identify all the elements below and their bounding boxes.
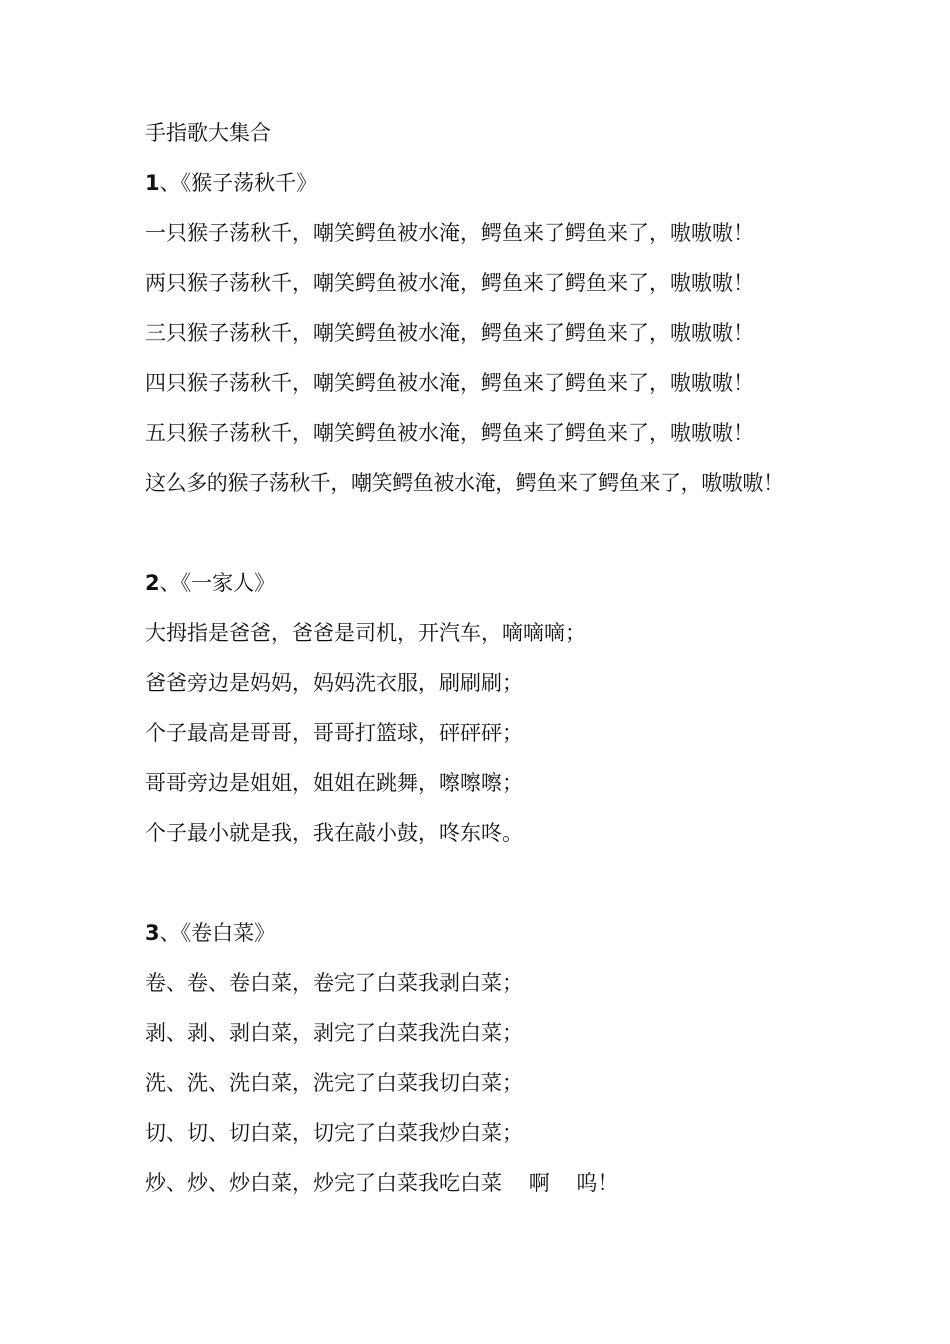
section-title: 、《卷白菜》: [159, 921, 276, 945]
section-number: 1: [145, 171, 160, 195]
section-spacer: [145, 858, 865, 908]
section-heading: [145, 558, 865, 608]
verse-line: 一只猴子荡秋千，嘲笑鳄鱼被水淹，鳄鱼来了鳄鱼来了，嗷嗷嗷！: [145, 221, 754, 245]
verse-line: 五只猴子荡秋千，嘲笑鳄鱼被水淹，鳄鱼来了鳄鱼来了，嗷嗷嗷！: [145, 421, 754, 445]
verse-line: 洗、洗、洗白菜，洗完了白菜我切白菜；: [145, 1071, 523, 1095]
verse-line: 个子最高是哥哥，哥哥打篮球，砰砰砰；: [145, 721, 523, 745]
verse-line: 个子最小就是我，我在敲小鼓，咚东咚。: [145, 821, 523, 845]
section-heading: [145, 908, 865, 958]
section-title: 、《猴子荡秋千》: [159, 171, 318, 195]
verse-line: 三只猴子荡秋千，嘲笑鳄鱼被水淹，鳄鱼来了鳄鱼来了，嗷嗷嗷！: [145, 321, 754, 345]
verse-line: 爸爸旁边是妈妈，妈妈洗衣服，刷刷刷；: [145, 671, 523, 695]
section-number: 2: [145, 571, 160, 595]
verse-line: 切、切、切白菜，切完了白菜我炒白菜；: [145, 1121, 523, 1145]
section-spacer: [145, 508, 865, 558]
verse-line: 卷、卷、卷白菜，卷完了白菜我剥白菜；: [145, 971, 523, 995]
document-title: 手指歌大集合: [145, 121, 271, 145]
verse-line: 哥哥旁边是姐姐，姐姐在跳舞，嚓嚓嚓；: [145, 771, 523, 795]
section-heading: [145, 158, 865, 208]
verse-line: 四只猴子荡秋千，嘲笑鳄鱼被水淹，鳄鱼来了鳄鱼来了，嗷嗷嗷！: [145, 371, 754, 395]
verse-line: 大拇指是爸爸，爸爸是司机，开汽车，嘀嘀嘀；: [145, 621, 586, 645]
document-page: [145, 108, 865, 1208]
verse-line: 两只猴子荡秋千，嘲笑鳄鱼被水淹，鳄鱼来了鳄鱼来了，嗷嗷嗷！: [145, 271, 754, 295]
verse-line: 炒、炒、炒白菜，炒完了白菜我吃白菜 啊 呜！: [145, 1171, 619, 1195]
section-cabbage: [145, 908, 865, 1208]
verse-line: 剥、剥、剥白菜，剥完了白菜我洗白菜；: [145, 1021, 523, 1045]
section-number: 3: [145, 921, 160, 945]
section-family: [145, 558, 865, 858]
verse-line: 这么多的猴子荡秋千，嘲笑鳄鱼被水淹，鳄鱼来了鳄鱼来了，嗷嗷嗷！: [145, 471, 784, 495]
section-title: 、《一家人》: [159, 571, 276, 595]
section-monkey-swing: [145, 158, 865, 508]
